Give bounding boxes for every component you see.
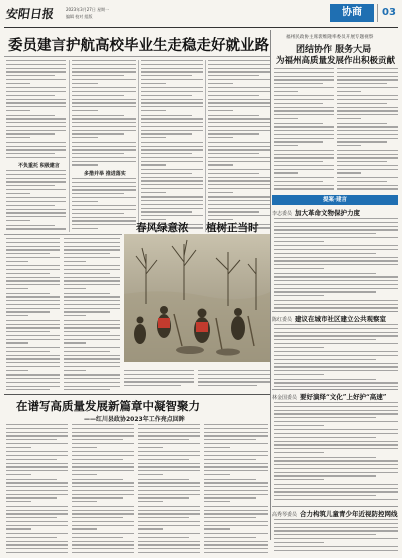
spring-body-col3 bbox=[124, 370, 194, 388]
col-divider bbox=[138, 60, 139, 232]
lead-body-col1 bbox=[6, 60, 66, 160]
right-item-3-prefix: 林金国委员 bbox=[272, 395, 298, 401]
issue-date: 2023年3月27日 星期一 bbox=[66, 7, 110, 12]
lead-body-col1b bbox=[6, 170, 66, 232]
column-banner: 提案·建言 bbox=[272, 195, 398, 205]
bottom-rule bbox=[4, 394, 270, 395]
bottom-body-col2 bbox=[72, 424, 134, 554]
right-item-1-prefix: 李志委员 bbox=[272, 211, 293, 217]
right-rule bbox=[272, 506, 398, 507]
right-rule bbox=[272, 311, 398, 312]
masthead bbox=[0, 0, 402, 28]
right-top-body-col1 bbox=[274, 68, 334, 192]
right-item-1-title: 加大革命文物保护力度 bbox=[295, 209, 361, 217]
right-top-kicker: 福州民政协主席裴维隆率委员开展专题视察 bbox=[286, 35, 374, 40]
main-right-divider bbox=[270, 30, 271, 540]
right-rule bbox=[272, 389, 398, 390]
bottom-body-col4 bbox=[204, 424, 268, 554]
right-item-3-head bbox=[272, 392, 386, 401]
right-item-1-body bbox=[274, 218, 398, 310]
lead-headline: 委员建言护航高校毕业生走稳走好就业路 bbox=[8, 37, 269, 54]
right-item-2-head bbox=[272, 314, 386, 323]
right-item-1-head bbox=[272, 208, 360, 217]
lead-subhead-2: 多措并举 推进落实 bbox=[84, 171, 126, 177]
spring-body-col2 bbox=[64, 238, 120, 390]
right-top-title-2: 为福州高质量发展作出积极贡献 bbox=[276, 56, 396, 66]
lead-body-col3 bbox=[141, 60, 203, 232]
spring-title-right: 植树正当时 bbox=[206, 222, 259, 234]
spring-body-col4 bbox=[198, 370, 270, 388]
page-number: 03 bbox=[377, 4, 400, 22]
right-top-body-col2 bbox=[337, 68, 398, 192]
spring-title-left: 春风绿意浓 bbox=[136, 222, 189, 234]
bottom-body-col3 bbox=[138, 424, 200, 554]
editors-line: 编辑 校对 组版 bbox=[66, 14, 93, 19]
right-item-4-body bbox=[274, 519, 398, 555]
right-item-2-body bbox=[274, 324, 398, 388]
right-item-2-title: 建议在城市社区建立公共观察室 bbox=[295, 315, 387, 323]
right-item-3-body bbox=[274, 402, 398, 504]
photo-scene bbox=[124, 234, 270, 362]
masthead-rule bbox=[4, 27, 398, 28]
newspaper-logo: 安阳日报 bbox=[4, 7, 55, 21]
col-divider bbox=[205, 60, 206, 232]
right-item-4-title: 合力构筑儿童青少年近视防控网线 bbox=[300, 510, 398, 518]
mid-rule bbox=[4, 234, 122, 235]
section-tag: 协商 bbox=[330, 4, 374, 22]
lead-body-col2 bbox=[72, 60, 136, 168]
bottom-subheadline: ——红川县政协2023年工作亮点回眸 bbox=[84, 416, 185, 423]
spring-body-col1 bbox=[6, 238, 60, 390]
lead-rule bbox=[4, 56, 270, 57]
lead-body-col2b bbox=[72, 178, 136, 232]
bottom-body-col1 bbox=[6, 424, 68, 554]
right-item-3-title: 要好演绎“文化”上好护“高速” bbox=[300, 393, 387, 401]
bottom-headline: 在谱写高质量发展新篇章中凝智聚力 bbox=[16, 399, 200, 413]
right-item-2-prefix: 陈红委员 bbox=[272, 317, 293, 323]
right-top-title-1: 团结协作 服务大局 bbox=[296, 45, 372, 55]
tree-planting-photo bbox=[124, 234, 270, 362]
right-item-4-head bbox=[272, 509, 398, 518]
lead-body-col4 bbox=[208, 60, 270, 232]
col-divider bbox=[69, 60, 70, 232]
right-item-4-prefix: 高秀琴委员 bbox=[272, 512, 298, 518]
lead-subhead-1: 不负重托 积极建言 bbox=[18, 163, 60, 169]
